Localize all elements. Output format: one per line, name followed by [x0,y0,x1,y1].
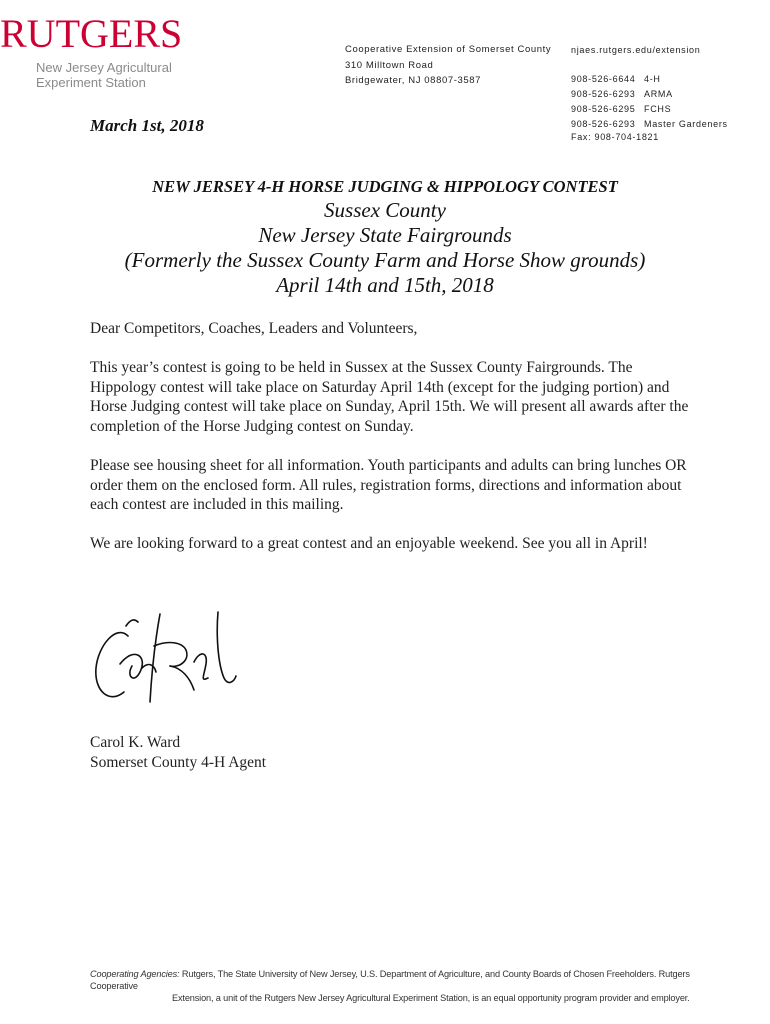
paragraph-3 [90,534,690,554]
phone-label: Master Gardeners [644,119,728,129]
footer-disclaimer [90,968,690,1004]
contest-title: NEW JERSEY 4-H HORSE JUDGING & HIPPOLOGY CONTEST [152,177,618,196]
phone-row-arma [571,88,673,100]
paragraph-2-text: Please see housing sheet for all information. Youth participants and adults can bring lunches OR order them on the enclosed form. All rules, registration forms, directions and information about each contest are included in this mailing. [90,457,687,513]
phone-label: ARMA [644,89,673,99]
footer-line-1: Rutgers, The State University of New Jersey, U.S. Department of Agriculture, and County Boards of Chosen Freeholders. Rutgers Cooperative [90,969,690,991]
address-line-3: Bridgewater, NJ 08807-3587 [345,75,482,86]
station-name-line1: New Jersey Agricultural [36,60,172,75]
signature-block [90,733,266,772]
address-line-1: Cooperative Extension of Somerset County [345,44,552,55]
salutation [90,319,690,339]
salutation-text: Dear Competitors, Coaches, Leaders and Volunteers, [90,320,418,337]
title-county: Sussex County [324,198,446,222]
title-dates: April 14th and 15th, 2018 [276,273,494,297]
website-link[interactable]: njaes.rutgers.edu/extension [571,45,701,55]
title-former-name: (Formerly the Sussex County Farm and Horse Show grounds) [124,248,646,272]
phone-number: 908-526-6295 [571,104,636,114]
address-line-2: 310 Milltown Road [345,60,434,71]
phone-number: 908-526-6644 [571,74,636,84]
paragraph-2 [90,456,690,515]
station-name-line2: Experiment Station [36,75,146,90]
signer-name: Carol K. Ward [90,734,181,751]
phone-label: FCHS [644,104,672,114]
handwritten-signature [90,606,250,716]
paragraph-1-text: This year’s contest is going to be held in Sussex at the Sussex County Fairgrounds. The Hippology contest will take place on Saturday April 14th (except for the judging portion) and Horse Judging contest will take place on Sunday, April 15th. We will present all awards after the completion of the Horse Judging contest on Sunday. [90,359,689,435]
phone-row-4h [571,73,661,85]
title-venue: New Jersey State Fairgrounds [258,223,512,247]
phone-number: 908-526-6293 [571,119,636,129]
phone-label: 4-H [644,74,661,84]
rutgers-logo: RUTGERS [0,11,183,56]
signer-title: Somerset County 4-H Agent [90,753,267,771]
letter-date: March 1st, 2018 [90,116,204,135]
phone-row-master-gardeners [571,118,728,130]
phone-row-fchs [571,103,672,115]
paragraph-3-text: We are looking forward to a great contest and an enjoyable weekend. See you all in April! [90,535,648,552]
footer-label: Cooperating Agencies: [90,969,180,979]
footer-line-2: Extension, a unit of the Rutgers New Jersey Agricultural Experiment Station, is an equal opportunity program provider and employer. [172,993,690,1003]
paragraph-1 [90,358,690,436]
phone-number: 908-526-6293 [571,89,636,99]
fax-number: Fax: 908-704-1821 [571,132,659,142]
